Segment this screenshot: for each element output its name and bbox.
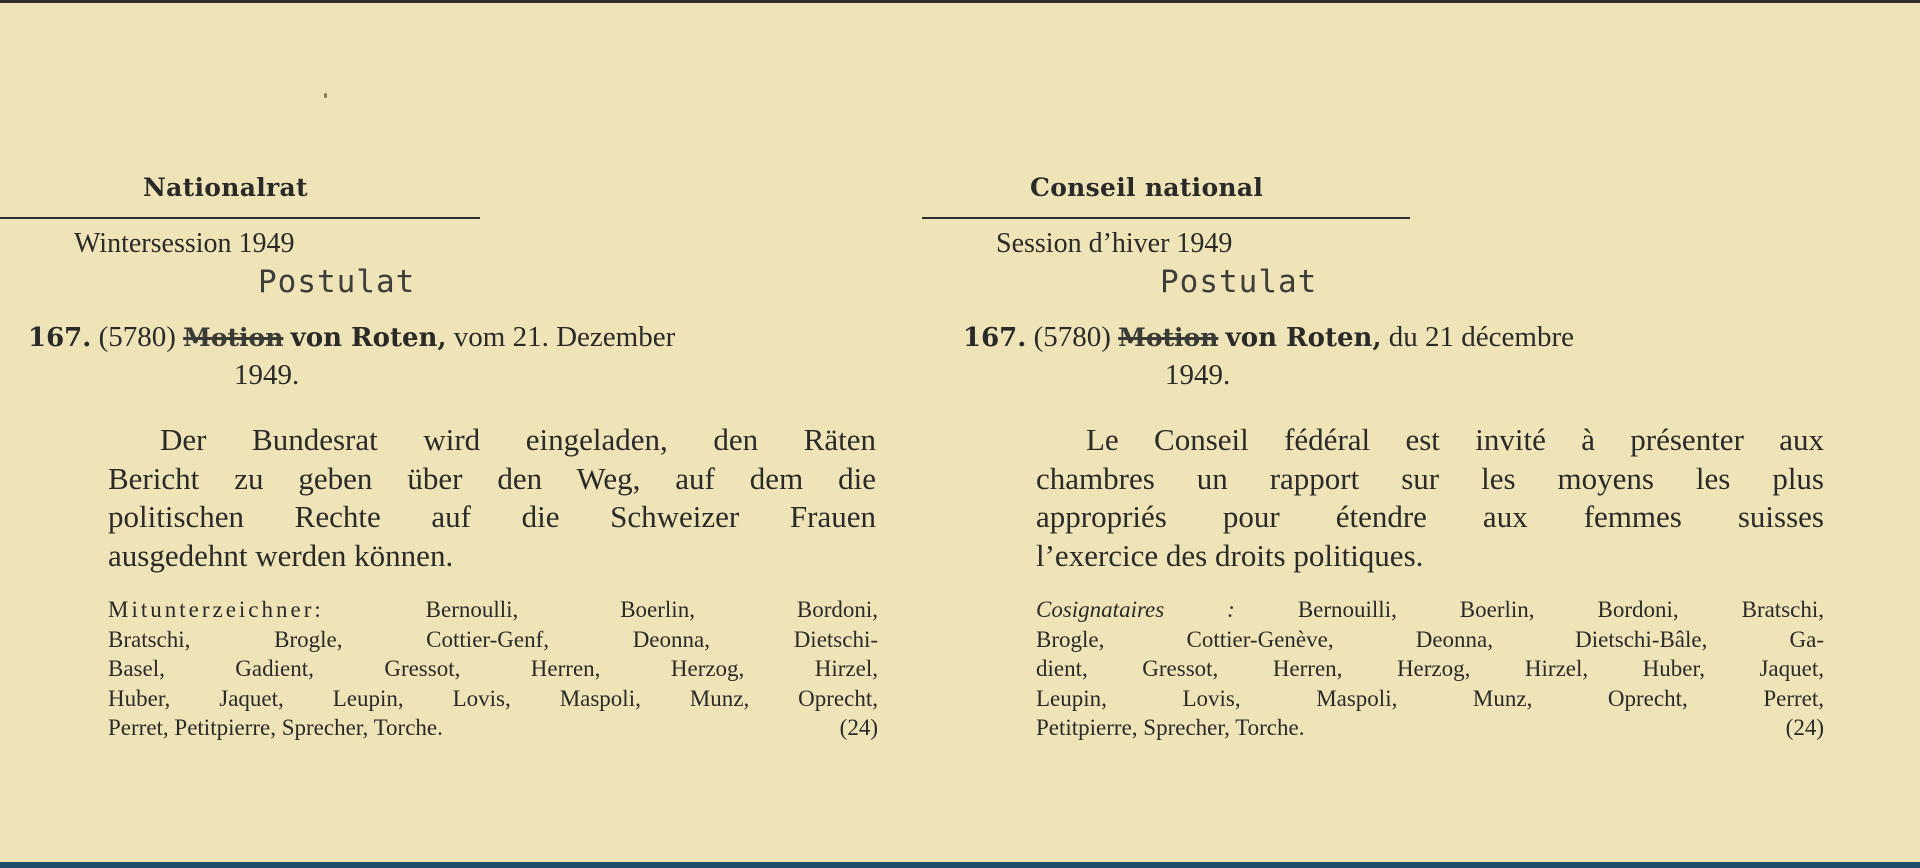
council-title-de: Nationalrat [143,173,308,202]
cosign-line-de [108,595,878,625]
body-line-fr: l’exercice des droits politiques. [1036,537,1424,573]
entry-heading-de [28,316,675,360]
cosign-line-fr: dient, Gressot, Herren, Herzog, Hirzel, Huber, Jaquet, [1036,656,1824,682]
cosigners-fr [1036,595,1824,743]
cosign-label-de: Mitunterzeichner: [108,597,324,622]
entry-number-de: 167. [28,323,92,353]
date-line2-de: 1949. [234,359,300,391]
cosign-line-fr: Leupin, Lovis, Maspoli, Munz, Oprecht, Perret, [1036,685,1824,711]
bottom-edge-band [0,862,1920,868]
german-column [0,3,900,863]
cosign-count-de: (24) [839,715,878,741]
date-line1-fr: du 21 décembre [1388,321,1574,353]
body-text-fr [1036,421,1824,575]
body-line-de: Der Bundesrat wird eingeladen, den Räten [160,422,876,457]
author-fr: von Roten, [1225,323,1382,353]
postulat-stamp-de: Postulat [258,264,416,300]
heading-rule-de [0,217,480,219]
heading-rule-fr [922,217,1410,219]
cosign-line-de: Basel, Gadient, Gressot, Herren, Herzog, Hirzel, [108,656,878,682]
cosign-line-fr: Petitpierre, Sprecher, Torche. [1036,715,1305,741]
cosign-last-line-fr [1036,713,1824,743]
date-line1-de: vom 21. Dezember [453,321,676,353]
cosign-line-fr: Brogle, Cottier-Genève, Deonna, Dietschi-Bâle, Ga- [1036,626,1824,652]
cosign-line-fr [1036,595,1824,625]
cosign-line-de: Bratschi, Brogle, Cottier-Genf, Deonna, Dietschi- [108,626,878,652]
cosign-line-de: Perret, Petitpierre, Sprecher, Torche. [108,715,443,741]
cosign-last-line-de [108,713,878,743]
council-title-fr: Conseil national [1030,173,1264,202]
cosigners-de [108,595,878,743]
struck-motion-fr: Motion [1118,323,1219,352]
postulat-stamp-fr: Postulat [1160,264,1318,300]
body-line-de: politischen Rechte auf die Schweizer Frauen [108,499,876,534]
body-line-fr: Le Conseil fédéral est invité à présenter aux [1086,422,1824,457]
cosign-names-fr: Bernouilli, Boerlin, Bordoni, Bratschi, [1297,597,1824,622]
struck-motion-de: Motion [183,323,284,352]
body-line-fr: appropriés pour étendre aux femmes suisses [1036,499,1824,534]
body-line-de: ausgedehnt werden können. [108,537,454,573]
session-fr: Session d’hiver 1949 [996,228,1233,259]
body-text-de [108,421,876,575]
date-line2-fr: 1949. [1165,359,1231,391]
reference-fr: (5780) [1033,321,1111,353]
cosign-line-de: Huber, Jaquet, Leupin, Lovis, Maspoli, Munz, Oprecht, [108,685,878,711]
body-line-de: Bericht zu geben über den Weg, auf dem die [108,460,876,496]
cosign-count-fr: (24) [1785,715,1824,741]
body-line-fr: chambres un rapport sur les moyens les plus [1036,460,1824,496]
french-column [920,3,1824,863]
cosign-label-fr: Cosignataires : [1036,597,1235,622]
entry-heading-fr [963,316,1574,360]
reference-de: (5780) [98,321,176,353]
entry-number-fr: 167. [963,323,1027,353]
author-de: von Roten, [290,323,447,353]
cosign-names-de: Bernoulli, Boerlin, Bordoni, [425,597,878,622]
session-de: Wintersession 1949 [74,228,295,259]
